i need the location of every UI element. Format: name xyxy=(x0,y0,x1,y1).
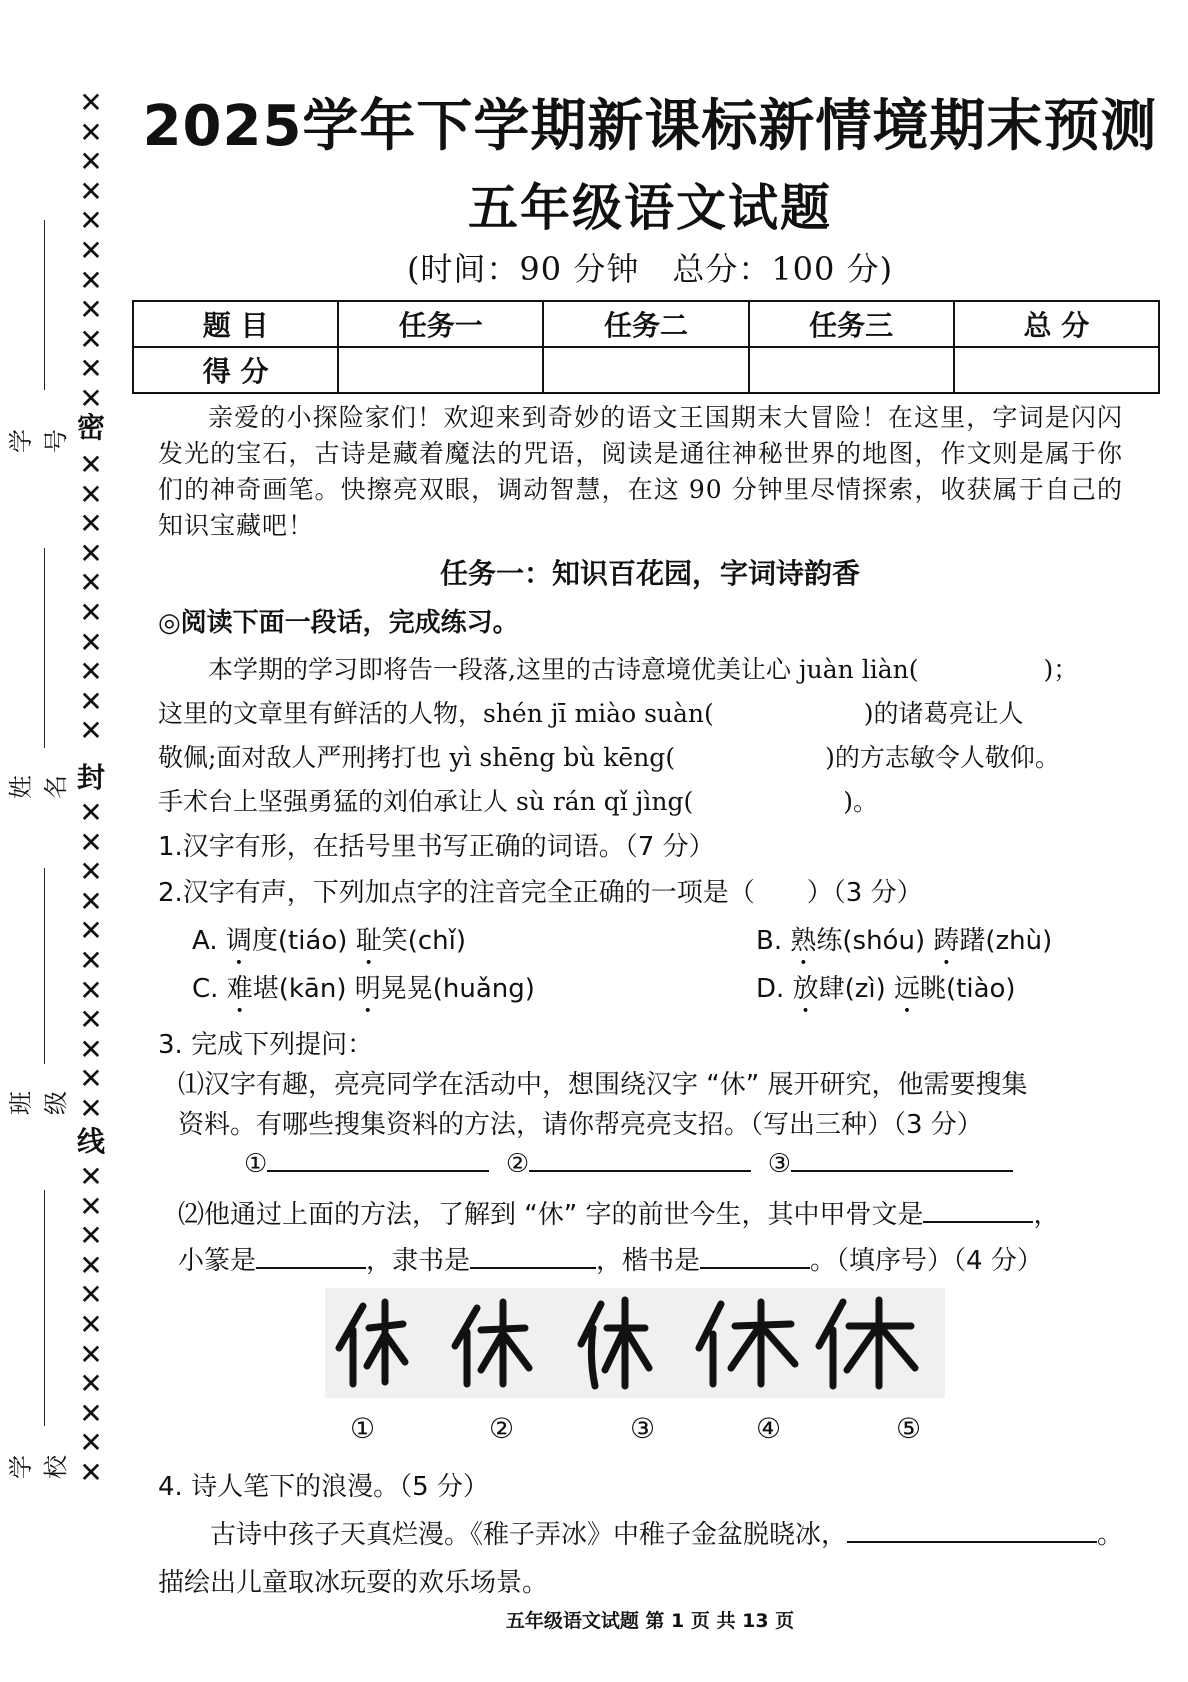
option-c[interactable]: C. 难堪(kān) 明晃晃(huǎng) xyxy=(192,974,535,1004)
score-header-cell: 总 分 xyxy=(954,301,1159,347)
score-header-cell: 题 目 xyxy=(133,301,338,347)
question-3-2-line1: ⑵他通过上面的方法，了解到 “休” 字的前世今生，其中甲骨文是 ， xyxy=(178,1194,1060,1231)
answer-blank-regular[interactable] xyxy=(700,1241,810,1269)
glyph-number: ③ xyxy=(630,1412,656,1445)
score-cell[interactable] xyxy=(543,347,748,393)
passage-line: 这里的文章里有鲜活的人物，shén jī miào suàn( )的诸葛亮让人 xyxy=(158,692,1148,736)
answer-blank[interactable] xyxy=(791,1144,1013,1172)
question-4-line2: 描绘出儿童取冰玩耍的欢乐场景。 xyxy=(158,1568,549,1598)
question-3: 3. 完成下列提问： xyxy=(158,1030,374,1060)
school-line xyxy=(44,1190,45,1426)
question-3-2-line2: 小篆是 ，隶书是 ，楷书是 。（填序号）（4 分） xyxy=(178,1240,1043,1277)
seal-char-mi: 密 xyxy=(76,411,105,444)
question-3-1-line1: ⑴汉字有趣，亮亮同学在活动中，想围绕汉字 “休” 展开研究，他需要搜集 xyxy=(178,1070,1028,1100)
score-table xyxy=(132,300,1160,394)
option-b[interactable]: B. 熟练(shóu) 踌躇(zhù) xyxy=(756,926,1053,956)
score-table-header-row xyxy=(133,301,1159,347)
exam-title: 2025学年下学期新课标新情境期末预测 xyxy=(142,94,1158,159)
binding-margin xyxy=(0,0,130,1682)
answer-blank-oracle[interactable] xyxy=(923,1195,1033,1223)
score-cell[interactable] xyxy=(338,347,543,393)
answer-paren[interactable]: ( ) xyxy=(704,699,874,728)
name-line xyxy=(44,548,45,748)
score-table-score-row xyxy=(133,347,1159,393)
student-id-line xyxy=(44,220,45,390)
seal-x-marks: ✕ ✕ ✕ ✕ ✕ ✕ ✕ ✕ ✕ ✕ xyxy=(79,448,103,748)
glyph-number: ① xyxy=(350,1412,376,1445)
answer-blank-seal[interactable] xyxy=(256,1241,366,1269)
answer-blank-clerical[interactable] xyxy=(470,1241,596,1269)
option-a[interactable]: A. 调度(tiáo) 耻笑(chǐ) xyxy=(192,926,466,956)
seal-x-marks: ✕ ✕ ✕ ✕ ✕ ✕ ✕ ✕ ✕ ✕ ✕ xyxy=(79,86,103,415)
student-id-label: 学号 xyxy=(7,429,70,453)
task1-title: 任务一：知识百花园，字词诗韵香 xyxy=(439,557,860,590)
score-cell[interactable] xyxy=(954,347,1159,393)
exam-time-score: (时间：90 分钟 总分：100 分) xyxy=(406,250,894,288)
page-footer: 五年级语文试题 第 1 页 共 13 页 xyxy=(505,1610,795,1632)
score-row-label: 得 分 xyxy=(133,347,338,393)
score-header-cell: 任务一 xyxy=(338,301,543,347)
question-3-1-blanks: ① ② ③ xyxy=(244,1144,1013,1179)
answer-blank-poem[interactable] xyxy=(847,1515,1097,1543)
score-header-cell: 任务二 xyxy=(543,301,748,347)
glyph-number: ⑤ xyxy=(896,1412,922,1445)
answer-paren[interactable]: ( ) xyxy=(665,743,835,772)
seal-char-feng: 封 xyxy=(76,761,105,794)
answer-blank[interactable] xyxy=(267,1144,489,1172)
question-1: 1.汉字有形，在括号里书写正确的词语。（7 分） xyxy=(158,832,715,862)
school-label: 学校 xyxy=(7,1455,70,1479)
glyph-number: ④ xyxy=(756,1412,782,1445)
seal-char-xian: 线 xyxy=(76,1125,105,1158)
passage-line: 本学期的学习即将告一段落,这里的古诗意境优美让心 juàn liàn( )； xyxy=(158,648,1148,692)
seal-x-marks: ✕ ✕ ✕ ✕ ✕ ✕ ✕ ✕ ✕ ✕ ✕ xyxy=(79,796,103,1125)
reading-passage xyxy=(158,648,1148,824)
task1-instruction: ◎阅读下面一段话，完成练习。 xyxy=(158,608,519,638)
class-label: 班级 xyxy=(7,1091,70,1115)
answer-paren[interactable]: ( ) xyxy=(908,655,1054,684)
xiu-glyph-strip xyxy=(325,1288,945,1398)
question-4-line1: 古诗中孩子天真烂漫。《稚子弄冰》中稚子金盆脱晓冰， 。 xyxy=(210,1514,1123,1551)
name-label: 姓名 xyxy=(7,775,70,799)
class-line xyxy=(44,868,45,1064)
exam-subtitle: 五年级语文试题 xyxy=(468,179,832,237)
answer-blank[interactable] xyxy=(529,1144,751,1172)
option-d[interactable]: D. 放肆(zì) 远眺(tiào) xyxy=(756,974,1016,1004)
answer-paren[interactable]: ( ) xyxy=(683,787,854,816)
glyph-number: ② xyxy=(489,1412,515,1445)
score-header-cell: 任务三 xyxy=(749,301,954,347)
passage-line: 手术台上坚强勇猛的刘伯承让人 sù rán qǐ jìng( )。 xyxy=(158,780,1148,824)
question-3-1-line2: 资料。有哪些搜集资料的方法，请你帮亮亮支招。（写出三种）（3 分） xyxy=(178,1110,983,1140)
score-cell[interactable] xyxy=(749,347,954,393)
passage-line: 敬佩;面对敌人严刑拷打也 yì shēng bù kēng( )的方志敏令人敬仰。 xyxy=(158,736,1148,780)
intro-paragraph: 亲爱的小探险家们！欢迎来到奇妙的语文王国期末大冒险！在这里，字词是闪闪发光的宝石，古诗是藏着魔法的咒语，阅读是通往神秘世界的地图，作文则是属于你们的神奇画笔。快擦亮双眼，调动智慧，在这 90 分钟里尽情探索，收获属于自己的知识宝藏吧！ xyxy=(158,403,1123,540)
xiu-script-evolution-image xyxy=(325,1288,945,1398)
question-2: 2.汉字有声，下列加点字的注音完全正确的一项是（ ）（3 分） xyxy=(158,878,923,908)
seal-x-marks: ✕ ✕ ✕ ✕ ✕ ✕ ✕ ✕ ✕ ✕ ✕ xyxy=(79,1160,103,1489)
question-4: 4. 诗人笔下的浪漫。（5 分） xyxy=(158,1472,489,1502)
